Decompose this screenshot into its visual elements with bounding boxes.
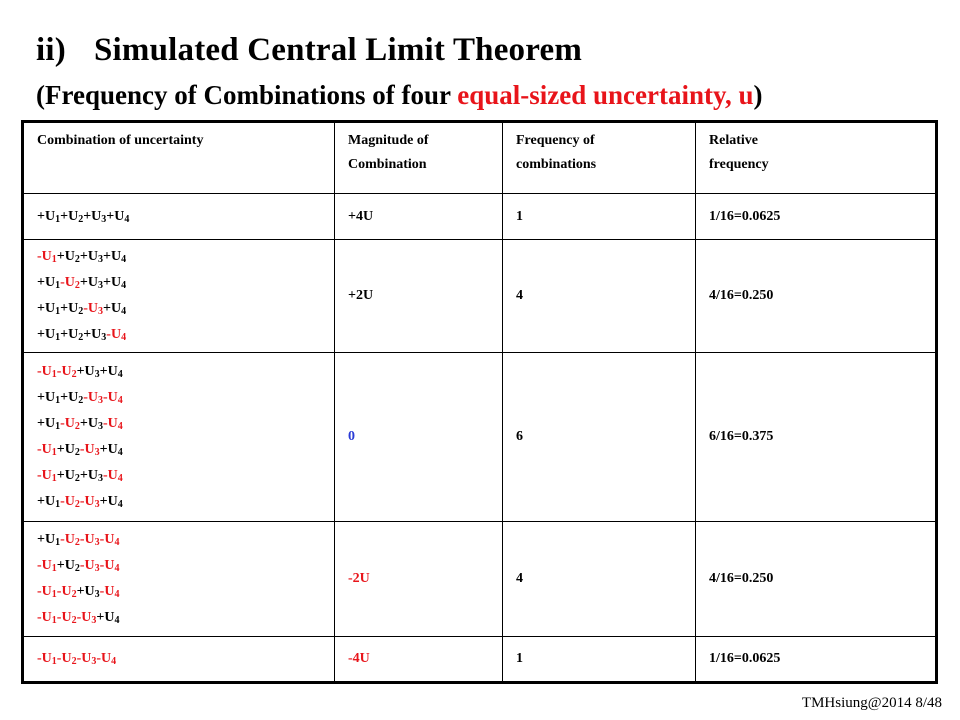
header-frequency xyxy=(503,122,696,194)
combination-expression: $-U_1-U_2+U_3-U_4$ xyxy=(37,584,120,600)
combination-expression: $-U_1-U_2-U_3-U_4$ xyxy=(37,651,117,667)
magnitude-cell: -2U xyxy=(335,522,503,637)
combination-cell xyxy=(23,194,335,240)
table-row xyxy=(23,240,937,353)
header-frequency-line2: combinations xyxy=(516,157,597,172)
relative-frequency-cell: 4/16=0.250 xyxy=(696,240,937,353)
header-frequency-line1: Frequency of xyxy=(516,133,595,148)
table-row xyxy=(23,522,937,637)
frequency-cell: 6 xyxy=(503,353,696,522)
title-number: ii) xyxy=(36,32,66,68)
table-row xyxy=(23,637,937,683)
slide-title xyxy=(36,32,582,69)
combination-expression: $+U_1-U_2+U_3-U_4$ xyxy=(37,416,123,432)
subtitle-suffix: ) xyxy=(753,80,763,110)
combination-expression: $+U_1-U_2-U_3-U_4$ xyxy=(37,532,120,548)
combination-expression: $-U_1+U_2-U_3-U_4$ xyxy=(37,558,120,574)
relative-frequency-cell: 4/16=0.250 xyxy=(696,522,937,637)
combination-cell xyxy=(23,353,335,522)
combination-expression: $-U_1-U_2-U_3+U_4$ xyxy=(37,610,120,626)
slide-subtitle xyxy=(36,80,763,111)
frequency-cell: 4 xyxy=(503,240,696,353)
magnitude-cell: +2U xyxy=(335,240,503,353)
subtitle-prefix: (Frequency of Combinations of four xyxy=(36,80,458,110)
combination-expression: $-U_1-U_2+U_3+U_4$ xyxy=(37,364,123,380)
relative-frequency-cell: 1/16=0.0625 xyxy=(696,637,937,683)
combination-cell xyxy=(23,637,335,683)
table-body xyxy=(23,194,937,683)
combination-expression: $+U_1+U_2+U_3-U_4$ xyxy=(37,327,127,343)
combination-expression: $-U_1+U_2-U_3+U_4$ xyxy=(37,442,123,458)
combination-expression: $+U_1-U_2+U_3+U_4$ xyxy=(37,275,127,291)
subtitle-highlight: equal-sized uncertainty, u xyxy=(457,80,754,110)
table-row xyxy=(23,353,937,522)
relative-frequency-cell: 1/16=0.0625 xyxy=(696,194,937,240)
header-combination-label: Combination of uncertainty xyxy=(37,133,204,148)
header-relative xyxy=(696,122,937,194)
combination-expression: $-U_1+U_2+U_3-U_4$ xyxy=(37,468,123,484)
table-header-row xyxy=(23,122,937,194)
header-combination xyxy=(23,122,335,194)
magnitude-cell: 0 xyxy=(335,353,503,522)
frequency-cell: 1 xyxy=(503,194,696,240)
combination-expression: $+U_1+U_2-U_3+U_4$ xyxy=(37,301,127,317)
combination-expression: $-U_1+U_2+U_3+U_4$ xyxy=(37,249,127,265)
header-magnitude-line2: Combination xyxy=(348,157,427,172)
combination-expression: $+U_1-U_2-U_3+U_4$ xyxy=(37,494,123,510)
combination-table xyxy=(21,120,938,684)
combination-cell xyxy=(23,522,335,637)
combination-cell xyxy=(23,240,335,353)
table-row xyxy=(23,194,937,240)
relative-frequency-cell: 6/16=0.375 xyxy=(696,353,937,522)
header-relative-line1: Relative xyxy=(709,133,758,148)
combination-expression: $+U_1+U_2+U_3+U_4$ xyxy=(37,208,130,225)
slide-footer: TMHsiung@2014 8/48 xyxy=(801,695,942,711)
frequency-cell: 4 xyxy=(503,522,696,637)
title-text: Simulated Central Limit Theorem xyxy=(94,32,583,68)
magnitude-cell: +4U xyxy=(335,194,503,240)
combination-expression: $+U_1+U_2-U_3-U_4$ xyxy=(37,390,123,406)
magnitude-cell: -4U xyxy=(335,637,503,683)
frequency-cell: 1 xyxy=(503,637,696,683)
header-relative-line2: frequency xyxy=(709,157,769,172)
header-magnitude xyxy=(335,122,503,194)
header-magnitude-line1: Magnitude of xyxy=(348,133,429,148)
